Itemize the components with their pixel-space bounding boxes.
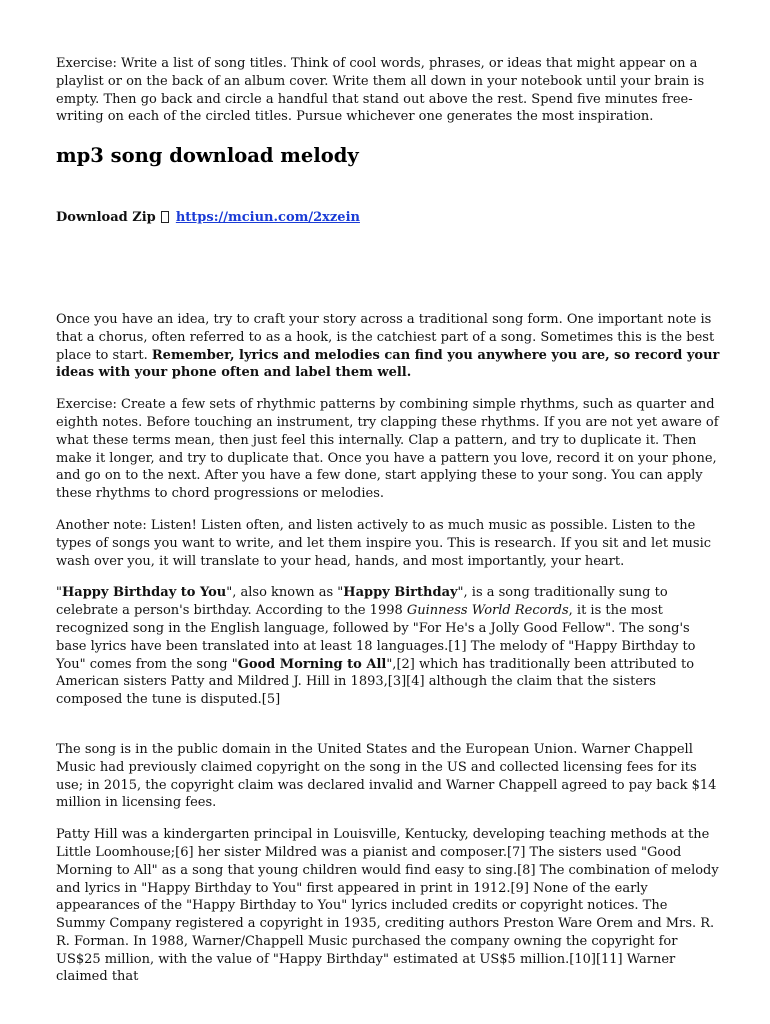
happy-birthday-paragraph <box>56 584 720 709</box>
hb-text-1: " <box>56 585 62 601</box>
hb-bold-alt-title: Happy Birthday <box>343 585 458 601</box>
hb-italic-guinness: Guinness World Records <box>406 603 569 619</box>
hb-text-5: ",[2] which has traditionally been attributed to American sisters Patty and Mildred J. Hill in 1893,[3][4] although the claim that the sisters composed the tune is disputed.[5] <box>56 656 695 708</box>
download-line <box>56 209 720 227</box>
download-link[interactable]: https://mciun.com/2xzein <box>175 210 360 226</box>
hb-text-4: , it is the most recognized song in the English language, followed by "For He's a Jolly Good Fellow". The song's base lyrics have been translated into at least 18 languages.[1] The melody of "Happy Birthday to You" comes from the song " <box>56 603 696 672</box>
story-text: Once you have an idea, try to craft your story across a traditional song form. One important note is that a chorus, often referred to as a hook, is the catchiest part of a song. Sometimes this is the best place to start. <box>56 311 715 363</box>
hb-bold-title: Happy Birthday to You <box>61 585 227 601</box>
public-domain-paragraph: The song is in the public domain in the United States and the European Union. Warner Chappell Music had previously claimed copyright on the song in the US and collected licensing fees for its use; in 2015, the copyright claim was declared invalid and Warner Chappell agreed to pay back $14 million in licensing fees. <box>56 741 717 811</box>
intro-exercise-paragraph: Exercise: Write a list of song titles. Think of cool words, phrases, or ideas that might appear on a playlist or on the back of an album cover. Write them all down in your notebook until your brain is empty. Then go back and circle a handful that stand out above the rest. Spend five minutes free-writing on each of the circled titles. Pursue whichever one generates the most inspiration. <box>56 56 705 125</box>
download-label: Download Zip <box>56 210 156 226</box>
document-page <box>56 55 720 1000</box>
hb-bold-good-morning: Good Morning to All <box>237 656 387 672</box>
story-paragraph <box>56 311 720 382</box>
hb-text-3: ", is a song traditionally sung to celebrate a person's birthday. According to the 1998 <box>56 585 668 619</box>
story-bold-text: Remember, lyrics and melodies can find you anywhere you are, so record your ideas with your phone often and label them well. <box>56 347 720 381</box>
hb-text-2: ", also known as " <box>226 585 344 601</box>
page-title: mp3 song download melody <box>56 144 359 168</box>
listen-paragraph: Another note: Listen! Listen often, and listen actively to as much music as possible. Listen to the types of songs you want to write, and let them inspire you. This is research. If you sit and let music wash over you, it will translate to your head, hands, and most importantly, your heart. <box>56 517 712 569</box>
rhythm-exercise-paragraph: Exercise: Create a few sets of rhythmic patterns by combining simple rhythms, such as quarter and eighth notes. Before touching an instrument, try clapping these rhythms. If you are not yet aware of what these terms mean, then just feel this internally. Clap a pattern, and try to duplicate it. Then make it longer, and try to duplicate that. Once you have a pattern you love, record it on your phone, and go on to the next. After you have a few done, start applying these to your song. You can apply these rhythms to chord progressions or melodies. <box>56 397 719 502</box>
patty-hill-paragraph: Patty Hill was a kindergarten principal in Louisville, Kentucky, developing teaching methods at the Little Loomhouse;[6] her sister Mildred was a pianist and composer.[7] The sisters used "Good Morning to All" as a song that young children would find easy to sing.[8] The combination of melody and lyrics in "Happy Birthday to You" first appeared in print in 1912.[9] None of the early appearances of the "Happy Birthday to You" lyrics included credits or copyright notices. The Summy Company registered a copyright in 1935, crediting authors Preston Ware Orem and Mrs. R. R. Forman. In 1988, Warner/Chappell Music purchased the company owning the copyright for US$25 million, with the value of "Happy Birthday" estimated at US$5 million.[10][11] Warner claimed that <box>56 827 719 985</box>
missing-glyph-icon <box>161 211 169 223</box>
